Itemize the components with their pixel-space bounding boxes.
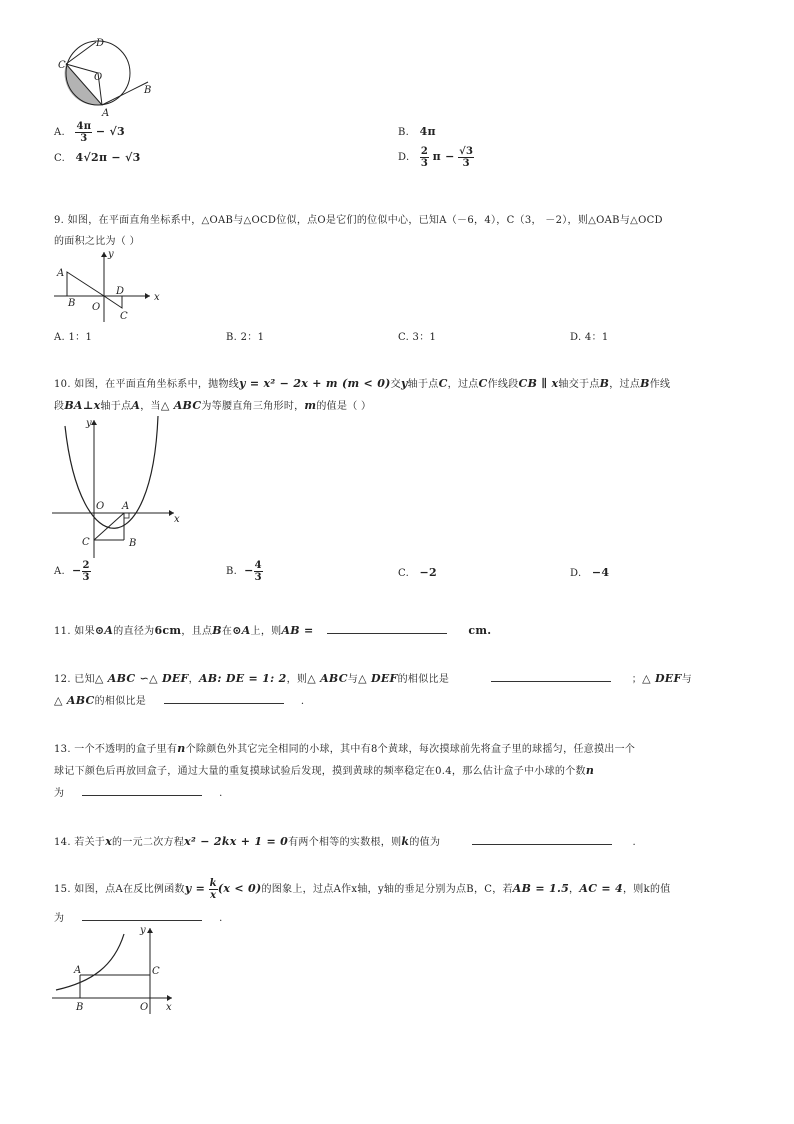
q9-label-c: C <box>120 311 128 322</box>
q12-text: . <box>300 696 305 707</box>
q8-option-a-den: 3 <box>80 133 88 144</box>
q11-text: 的直径为 <box>113 626 155 637</box>
q15-text: 为 <box>54 913 65 924</box>
q8-option-d-mid: π − <box>432 150 455 163</box>
q14-stem <box>54 833 636 848</box>
q10-label-a: A <box>122 501 130 512</box>
q11-unit: cm. <box>468 624 492 637</box>
q10-text: 10. 如图，在平面直角坐标系中，抛物线 <box>54 379 240 390</box>
q10-text: 轴于点 <box>100 401 132 412</box>
q10-math: BA⊥x <box>64 399 101 412</box>
q10-parabola <box>65 416 158 528</box>
q15-hyperbola <box>56 934 124 990</box>
q10-option-d[interactable] <box>570 566 609 579</box>
q9-option-b[interactable]: B. 2：1 <box>226 332 265 343</box>
q10-text: 轴于点 <box>407 379 439 390</box>
q11-text: 上，则 <box>250 626 282 637</box>
q10-option-a[interactable] <box>54 560 91 583</box>
q10-option-d-prefix: D. <box>570 568 582 579</box>
q11-math: 6cm <box>154 624 182 637</box>
q8-option-d-num2: √3 <box>459 146 474 157</box>
q13-math: n <box>177 742 186 755</box>
q10-math: C <box>478 377 488 390</box>
q13-text: 为 <box>54 788 65 799</box>
q9-coordinate-figure <box>54 248 166 324</box>
q14-text: 的一元二次方程 <box>112 837 185 848</box>
q15-answer-blank[interactable] <box>82 910 202 921</box>
q8-option-b[interactable] <box>398 125 436 138</box>
q8-option-d-num: 2 <box>420 146 429 157</box>
q12-text: 的相似比是 <box>397 674 450 685</box>
q12-math: △ ABC ∽△ DEF <box>94 672 189 685</box>
q12-math: △ DEF <box>642 672 682 685</box>
q8-label-a: A <box>102 108 110 118</box>
q14-text: . <box>632 837 636 848</box>
q9-stem-line2: 的面积之比为（ ） <box>54 236 140 247</box>
q15-math: y = <box>184 882 206 895</box>
q10-option-b-sign: − <box>244 564 254 577</box>
q8-option-d[interactable] <box>398 146 474 169</box>
q11-stem <box>54 622 491 637</box>
q13-text: . <box>219 788 223 799</box>
q10-math: C <box>438 377 448 390</box>
q10-stem-line2 <box>54 397 371 412</box>
q8-option-b-prefix: B. <box>398 127 410 138</box>
q11-math: ⊙A <box>94 624 114 637</box>
q10-text: ，当 <box>140 401 161 412</box>
q15-math: AC = 4 <box>579 882 623 895</box>
q15-text: ， <box>569 884 580 895</box>
q10-math: y <box>400 377 408 390</box>
q10-option-d-value: −4 <box>591 566 610 579</box>
q10-math: CB ∥ x <box>518 377 559 390</box>
q15-label-x: x <box>166 1002 172 1013</box>
q10-option-a-den: 3 <box>82 572 90 583</box>
q9-label-a: A <box>57 268 65 279</box>
q11-math: ⊙A <box>232 624 251 637</box>
q14-text: 的值为 <box>409 837 441 848</box>
q10-option-b-fraction <box>254 560 263 583</box>
q8-option-a-prefix: A. <box>54 127 66 138</box>
q8-label-b: B <box>144 85 152 96</box>
q15-label-b: B <box>76 1002 84 1013</box>
q11-math: AB = <box>281 624 314 637</box>
q10-math: A <box>131 399 141 412</box>
q8-label-c: C <box>58 60 66 71</box>
q14-text: 14. 若关于 <box>54 837 106 848</box>
q14-answer-blank[interactable] <box>472 834 612 845</box>
q12-text: ； <box>631 674 643 685</box>
q15-text: ，则k的值 <box>622 884 671 895</box>
q10-text: 为等腰直角三角形时， <box>201 401 305 412</box>
q12-text: 的相似比是 <box>94 696 147 707</box>
q12-text: ，则 <box>286 674 308 685</box>
q10-stem-line1 <box>54 375 670 390</box>
q8-option-a[interactable] <box>54 121 125 144</box>
q15-text: . <box>219 913 223 924</box>
q14-equation: x² − 2kx + 1 = 0 <box>184 835 289 848</box>
q13-text: 13. 一个不透明的盒子里有 <box>54 744 178 755</box>
q10-text: 作线段 <box>487 379 519 390</box>
q10-text: 交 <box>390 379 401 390</box>
q11-answer-blank[interactable] <box>327 623 447 634</box>
q10-label-y: y <box>86 418 92 429</box>
q8-label-o: O <box>94 72 103 83</box>
q10-text: ，过点 <box>609 379 641 390</box>
q10-label-c: C <box>82 537 90 548</box>
q10-option-a-prefix: A. <box>54 566 66 577</box>
q10-math: m <box>304 399 317 412</box>
q11-text: 11. 如果 <box>54 626 95 637</box>
q9-option-d[interactable]: D. 4：1 <box>570 332 609 343</box>
q12-math: AB: DE = 1: 2 <box>198 672 287 685</box>
q8-option-d-prefix: D. <box>398 152 410 163</box>
q15-hyperbola-figure <box>52 924 182 1016</box>
q12-stem-line1 <box>54 670 692 685</box>
q15-label-c: C <box>152 966 160 977</box>
q13-stem-line1 <box>54 740 635 755</box>
q9-stem-line1: 9. 如图，在平面直角坐标系中，△OAB与△OCD位似，点O是它们的位似中心，已知A（－6，4），C（3， －2），则△OAB与△OCD <box>54 215 663 226</box>
q15-text: 15. 如图，点A在反比例函数 <box>54 884 185 895</box>
q8-circle-figure <box>52 36 164 118</box>
q8-option-b-value: 4π <box>419 125 436 138</box>
q13-math: n <box>585 764 595 777</box>
q11-text: ，且点 <box>181 626 213 637</box>
q15-frac-den: x <box>210 890 217 901</box>
q11-text: 在 <box>221 626 233 637</box>
q10-option-a-fraction <box>82 560 91 583</box>
q9-label-o: O <box>92 302 101 313</box>
q12-text: 与 <box>347 674 359 685</box>
q10-option-a-sign: − <box>71 564 82 577</box>
q15-stem-line1 <box>54 878 671 901</box>
q8-option-c-prefix: C. <box>54 153 66 164</box>
q8-option-c[interactable] <box>54 151 141 164</box>
q8-tangent-line <box>102 82 148 105</box>
q12-answer-blank-1[interactable] <box>491 671 611 682</box>
q10-label-o: O <box>96 501 105 512</box>
q12-text: 12. 已知 <box>54 674 95 685</box>
q10-option-b-num: 4 <box>254 560 262 571</box>
q9-label-b: B <box>68 298 76 309</box>
q9-option-a[interactable]: A. 1：1 <box>54 332 93 343</box>
q15-fraction <box>209 878 218 901</box>
q12-math: △ ABC <box>54 694 95 707</box>
q13-answer-blank[interactable] <box>82 785 202 796</box>
q8-option-a-tail: − √3 <box>95 125 125 138</box>
q10-option-b-prefix: B. <box>226 566 238 577</box>
q14-text: 有两个相等的实数根，则 <box>288 837 402 848</box>
q8-label-d: D <box>96 38 105 49</box>
q8-option-d-fraction2 <box>458 146 474 169</box>
q14-math: x <box>105 835 113 848</box>
q8-option-a-num: 4π <box>76 121 92 132</box>
q10-text: 的值是（ ） <box>316 401 372 412</box>
q12-stem-line2 <box>54 692 304 707</box>
q9-label-x: x <box>154 292 160 303</box>
q10-option-c-value: −2 <box>419 566 437 579</box>
q10-label-x: x <box>174 514 180 525</box>
q12-math: △ ABC <box>307 672 348 685</box>
q13-stem-line2 <box>54 762 594 777</box>
q12-text: 与 <box>681 674 692 685</box>
q15-label-a: A <box>74 965 82 976</box>
q8-option-d-den: 3 <box>420 158 429 169</box>
q10-label-b: B <box>129 538 137 549</box>
q13-text: 球记下颜色后再放回盒子，通过大量的重复摸球试验后发现，摸到黄球的频率稳定在0.4，那么估计盒子中小球的个数 <box>54 766 586 777</box>
q15-stem-line2 <box>54 909 223 924</box>
q11-math: B <box>212 624 222 637</box>
q8-option-d-den2: 3 <box>462 158 470 169</box>
q10-option-b[interactable] <box>226 560 263 583</box>
q10-option-b-den: 3 <box>254 572 262 583</box>
q13-text: 个除颜色外其它完全相同的小球，其中有8个黄球，每次摸球前先将盒子里的球摇匀，任意摸出一个 <box>185 744 636 755</box>
q15-label-y: y <box>140 925 146 936</box>
q12-answer-blank-2[interactable] <box>164 693 284 704</box>
q10-option-a-num: 2 <box>82 560 90 571</box>
q12-text: ， <box>188 674 199 685</box>
q10-text: 段 <box>54 401 65 412</box>
q10-text: ，过点 <box>447 379 479 390</box>
q10-math: B <box>640 377 650 390</box>
q10-option-c[interactable] <box>398 566 437 579</box>
q10-text: 轴交于点 <box>558 379 600 390</box>
q8-option-d-fraction1 <box>420 146 429 169</box>
q9-option-c[interactable]: C. 3：1 <box>398 332 437 343</box>
q8-option-c-value: 4√2π − √3 <box>75 151 141 164</box>
q15-frac-num: k <box>209 878 217 889</box>
q15-math: AB = 1.5 <box>512 882 570 895</box>
q10-option-c-prefix: C. <box>398 568 410 579</box>
q15-math: (x < 0) <box>217 882 262 895</box>
q8-option-a-fraction <box>75 121 92 144</box>
q14-math: k <box>401 835 410 848</box>
q10-math: △ ABC <box>160 399 202 412</box>
q9-label-d: D <box>116 286 125 297</box>
q10-math: B <box>599 377 610 390</box>
q10-text: 作线 <box>649 379 671 390</box>
q15-text: 的图象上，过点A作x轴，y轴的垂足分别为点B，C，若 <box>261 884 513 895</box>
q9-label-y: y <box>108 249 114 260</box>
q10-parabola-figure <box>52 414 188 560</box>
q15-label-o: O <box>140 1002 149 1013</box>
q13-stem-line3 <box>54 784 223 799</box>
q12-math: △ DEF <box>358 672 398 685</box>
q10-parabola-equation: y = x² − 2x + m (m < 0) <box>239 377 391 390</box>
